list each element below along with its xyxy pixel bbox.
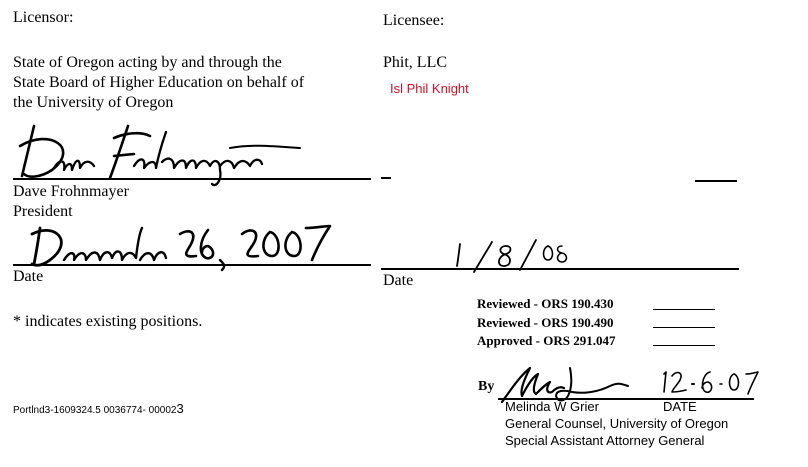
document-id-prefix: Portlnd3-1609324.5 0036774- 00002 [13, 405, 177, 416]
reviewer-handwritten-date-image [660, 368, 760, 398]
document-id [13, 402, 184, 418]
licensor-name-line-1: State of Oregon acting by and through the [13, 54, 282, 71]
review-line-1: Reviewed - ORS 190.430 [477, 296, 614, 311]
licensor-name-line-3: the University of Oregon [13, 94, 174, 111]
review-line-3: Approved - ORS 291.047 [477, 333, 616, 348]
licensee-handwritten-date-image [450, 238, 570, 278]
licensor-heading: Licensor: [13, 9, 74, 26]
licensee-signature-line-left [381, 177, 391, 179]
licensor-signatory-name: Dave Frohnmayer [13, 183, 129, 200]
licensor-signature-line [13, 178, 371, 180]
licensor-date-line [13, 264, 371, 266]
licensor-date-label: Date [13, 268, 44, 285]
document-id-suffix: 3 [176, 401, 184, 416]
review-blank-2 [653, 327, 715, 328]
licensee-typed-signature: Isl Phil Knight [390, 81, 469, 96]
reviewer-title-2: Special Assistant Attorney General [505, 433, 705, 448]
reviewer-date-label: DATE [663, 399, 697, 414]
review-line-2: Reviewed - ORS 190.490 [477, 315, 614, 330]
licensor-handwritten-date-image [30, 220, 330, 270]
review-blank-1 [653, 309, 715, 310]
footnote: * indicates existing positions. [13, 313, 203, 330]
licensee-signature-line-right [695, 180, 737, 182]
review-blank-3 [653, 345, 715, 346]
licensor-name-line-2: State Board of Higher Education on behalf of [13, 74, 305, 91]
licensee-date-line [381, 268, 739, 270]
licensee-name: Phit, LLC [383, 54, 448, 71]
licensor-signatory-title: President [13, 203, 73, 220]
licensee-date-label: Date [383, 272, 414, 289]
review-by-label: By [478, 379, 495, 394]
reviewer-name: Melinda W Grier [505, 399, 599, 414]
reviewer-title-1: General Counsel, University of Oregon [505, 416, 729, 431]
licensee-heading: Licensee: [383, 12, 445, 29]
